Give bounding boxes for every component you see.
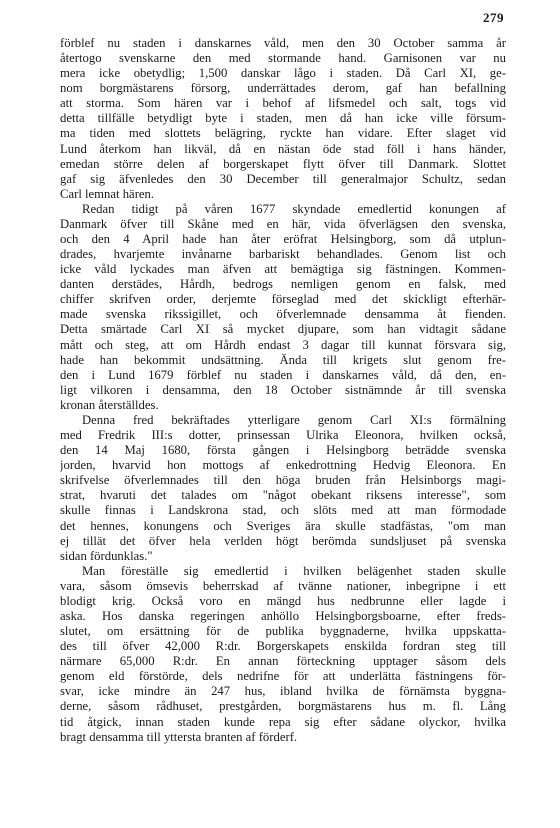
text-line: ej tillät det öfver hela verlden högt berömda sundsljuset på svenska — [60, 533, 506, 548]
text-line: Man föreställe sig emedlertid i hvilken belägenhet staden skulle — [82, 563, 506, 578]
text-line: strat, hvaruti det talades om "något obekant riksens interesse", som — [60, 488, 506, 503]
text-line: aska. Hos danska regeringen anhöllo Helsingborgsboarne, efter freds- — [60, 608, 506, 623]
text-line: blodigt krig. Också voro en mängd hus nedbrunne eller lagde i — [60, 593, 506, 608]
text-line: slutet, om ersättning för de publika byggnaderne, hvilka uppskatta- — [60, 624, 506, 639]
text-line: danten derstädes, Hårdh, bedrogs nemligen genom en falsk, med — [60, 277, 506, 292]
text-line: sidan fördunklas." — [60, 548, 153, 563]
text-line: svar, icke mindre än 247 hus, ibland hvilka de förnämsta byggna- — [60, 684, 506, 699]
text-line: skulle finnas i Landskrona stad, och slöts med att man förmodade — [60, 503, 506, 518]
text-line: Lund återkom han likväl, då en nästan öde stad föll i hans händer, — [60, 141, 506, 156]
text-line: förblef nu staden i danskarnes våld, men den 30 October samma år — [60, 36, 506, 50]
text-line: och den 4 April hade han åter eröfrat Helsingborg, som då utplun- — [60, 232, 506, 247]
text-line: derne, såsom rådhuset, prestgården, borgmästarens hus m. fl. Lång — [60, 699, 506, 714]
text-line: den i Lund 1679 förblef nu staden i danskarnes våld, då den, en- — [60, 367, 506, 382]
text-line: Carl lemnat hären. — [60, 186, 155, 201]
body-text — [60, 36, 506, 745]
text-line: kronan återställdes. — [60, 397, 159, 412]
paragraph-4 — [60, 564, 506, 745]
text-line: jorden, hvarvid hon mottogs af enkedrottning Hedvig Eleonora. En — [60, 458, 506, 473]
text-line: Danmark öfver till Skåne med en här, vida öfverlägsen den svenska, — [60, 216, 506, 231]
text-line: tid åtgick, innan staden kunde repa sig efter sådane olyckor, hvilka — [60, 714, 506, 729]
text-line: närmare 65,000 R:dr. En annan förteckning upptager såsom dels — [60, 654, 506, 669]
text-line: emedan större delen af borgerskapet flytt öfver till Danmark. Slottet — [60, 156, 506, 171]
text-line: nom borgmästarens försorg, underrättades derom, gaf han befallning — [60, 81, 506, 96]
text-line: des till öfver 42,000 R:dr. Borgerskapets enskilda fordran steg till — [60, 639, 506, 654]
text-line: Detta smärtade Carl XI så mycket djupare, som han vidtagit sådane — [60, 322, 506, 337]
text-line: genom eld förstörde, dels nedrifne för att underlätta fästningens för- — [60, 669, 506, 684]
text-line: chiffer skrifven order, derjemte förseglad med det skickligt efterhär- — [60, 292, 506, 307]
text-line: återtogo svenskarne den med stormande hand. Garnisonen var nu — [60, 51, 506, 66]
text-line: att storma. Som hären var i behof af lifsmedel och salt, togs vid — [60, 96, 506, 111]
text-line: hade han bekommit undsättning. Ända till krigets slut genom fre- — [60, 352, 506, 367]
page-number: 279 — [483, 10, 504, 25]
text-line: det hennes, konungens och Sveriges ära skulle stadfästas, "om man — [60, 518, 506, 533]
text-line: Redan tidigt på våren 1677 skyndade emedlertid konungen af — [82, 201, 506, 216]
text-line: icke våld lyckades man äfven att bemägtiga sig fästningen. Kommen- — [60, 262, 506, 277]
text-line: ligt vilkoren i densamma, den 18 October sistnämnde år till svenska — [60, 382, 506, 397]
text-line: bragt densamma till yttersta branten af förderf. — [60, 729, 298, 744]
text-line: Denna fred bekräftades ytterligare genom Carl XI:s förmälning — [82, 412, 506, 427]
text-line: mått och steg, att om Hårdh endast 3 dagar till kunnat försvara sig, — [60, 337, 506, 352]
text-line: ma tiden med slottets belägring, ryckte han vidare. Efter slaget vid — [60, 126, 506, 141]
text-line: den 14 Maj 1680, första gången i Helsingborg beträdde svenska — [60, 443, 506, 458]
paragraph-3 — [60, 413, 506, 564]
text-line: made svenska rikssigillet, och öfverlemnade densamma åt fienden. — [60, 307, 506, 322]
text-line: detta tillfälle betydligt byte i staden, men då han icke ville försum- — [60, 111, 506, 126]
paragraph-1 — [60, 36, 506, 202]
text-line: mera icke obetydlig; 1,500 danskar lågo i staden. Då Carl XI, ge- — [60, 66, 506, 81]
text-line: drades, hvarjemte invånarne barbariskt behandlades. Genom list och — [60, 247, 506, 262]
text-line: med Fredrik III:s dotter, prinsessan Ulrika Eleonora, hvilken också, — [60, 428, 506, 443]
text-line: vara, såsom ömsevis beherrskad af tvänne nationer, inbegripne i ett — [60, 578, 506, 593]
paragraph-2 — [60, 202, 506, 413]
text-line: gaf sig äfvenledes den 30 December till generalmajor Schultz, sedan — [60, 171, 506, 186]
text-line: skrifvelse öfverlemnades till den höga bruden från Helsinborgs magi- — [60, 473, 506, 488]
